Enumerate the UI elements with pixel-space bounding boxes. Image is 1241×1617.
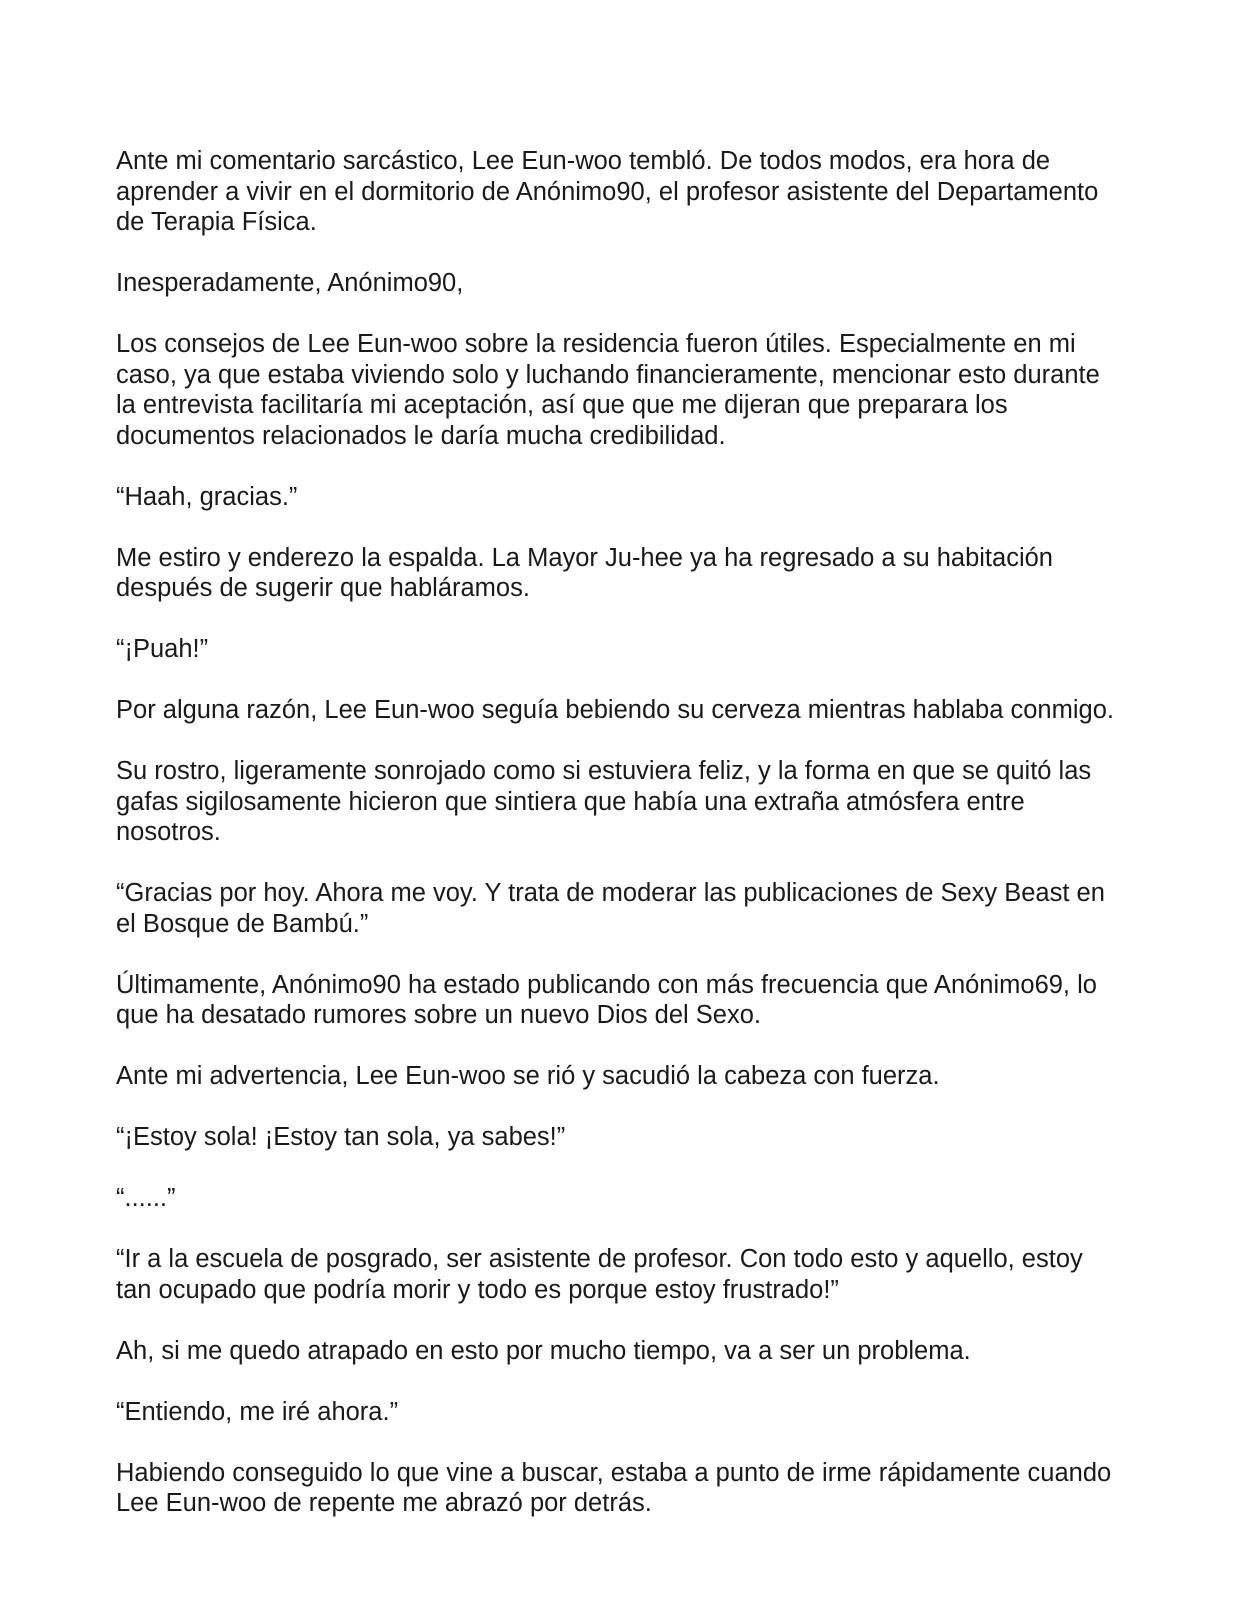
paragraph: “¡Estoy sola! ¡Estoy tan sola, ya sabes!”	[116, 1123, 566, 1151]
paragraph: “Haah, gracias.”	[116, 482, 298, 511]
paragraph: Ante mi advertencia, Lee Eun-woo se rió y sacudió la cabeza con fuerza.	[116, 1062, 940, 1090]
paragraph: “......”	[116, 1184, 176, 1212]
paragraph: Me estiro y enderezo la espalda. La Mayor Ju-hee ya ha regresado a su habitación después de sugerir que habláramos.	[116, 543, 1053, 602]
paragraph: Los consejos de Lee Eun-woo sobre la residencia fueron útiles. Especialmente en mi caso, ya que estaba viviendo solo y luchando financieramente, mencionar esto durante la entrevista facilitaría mi aceptación, así que que me dijeran que preparara los documentos relacionados le daría mucha credibilidad.	[116, 330, 1100, 450]
paragraph: “Ir a la escuela de posgrado, ser asistente de profesor. Con todo esto y aquello, estoy tan ocupado que podría morir y todo es porque estoy frustrado!”	[116, 1245, 1083, 1304]
paragraph: Habiendo conseguido lo que vine a buscar, estaba a punto de irme rápidamente cuando Lee Eun-woo de repente me abrazó por detrás.	[116, 1458, 1112, 1517]
paragraph: Su rostro, ligeramente sonrojado como si estuviera feliz, y la forma en que se quitó las gafas sigilosamente hicieron que sintiera que había una extraña atmósfera entre nosotros.	[116, 757, 1092, 846]
paragraph: Inesperadamente, Anónimo90,	[116, 269, 464, 297]
document-page	[116, 146, 1116, 1549]
paragraph: “Gracias por hoy. Ahora me voy. Y trata de moderar las publicaciones de Sexy Beast en el Bosque de Bambú.”	[116, 879, 1105, 938]
paragraph: “¡Puah!”	[116, 635, 209, 663]
paragraph: Por alguna razón, Lee Eun-woo seguía bebiendo su cerveza mientras hablaba conmigo.	[116, 696, 1114, 724]
paragraph: Ah, si me quedo atrapado en esto por mucho tiempo, va a ser un problema.	[116, 1336, 971, 1365]
paragraph: Últimamente, Anónimo90 ha estado publicando con más frecuencia que Anónimo69, lo que ha desatado rumores sobre un nuevo Dios del Sexo.	[116, 970, 1097, 1029]
paragraph: Ante mi comentario sarcástico, Lee Eun-woo tembló. De todos modos, era hora de aprender a vivir en el dormitorio de Anónimo90, el profesor asistente del Departamento de Terapia Física.	[116, 147, 1099, 236]
paragraph: “Entiendo, me iré ahora.”	[116, 1397, 399, 1426]
